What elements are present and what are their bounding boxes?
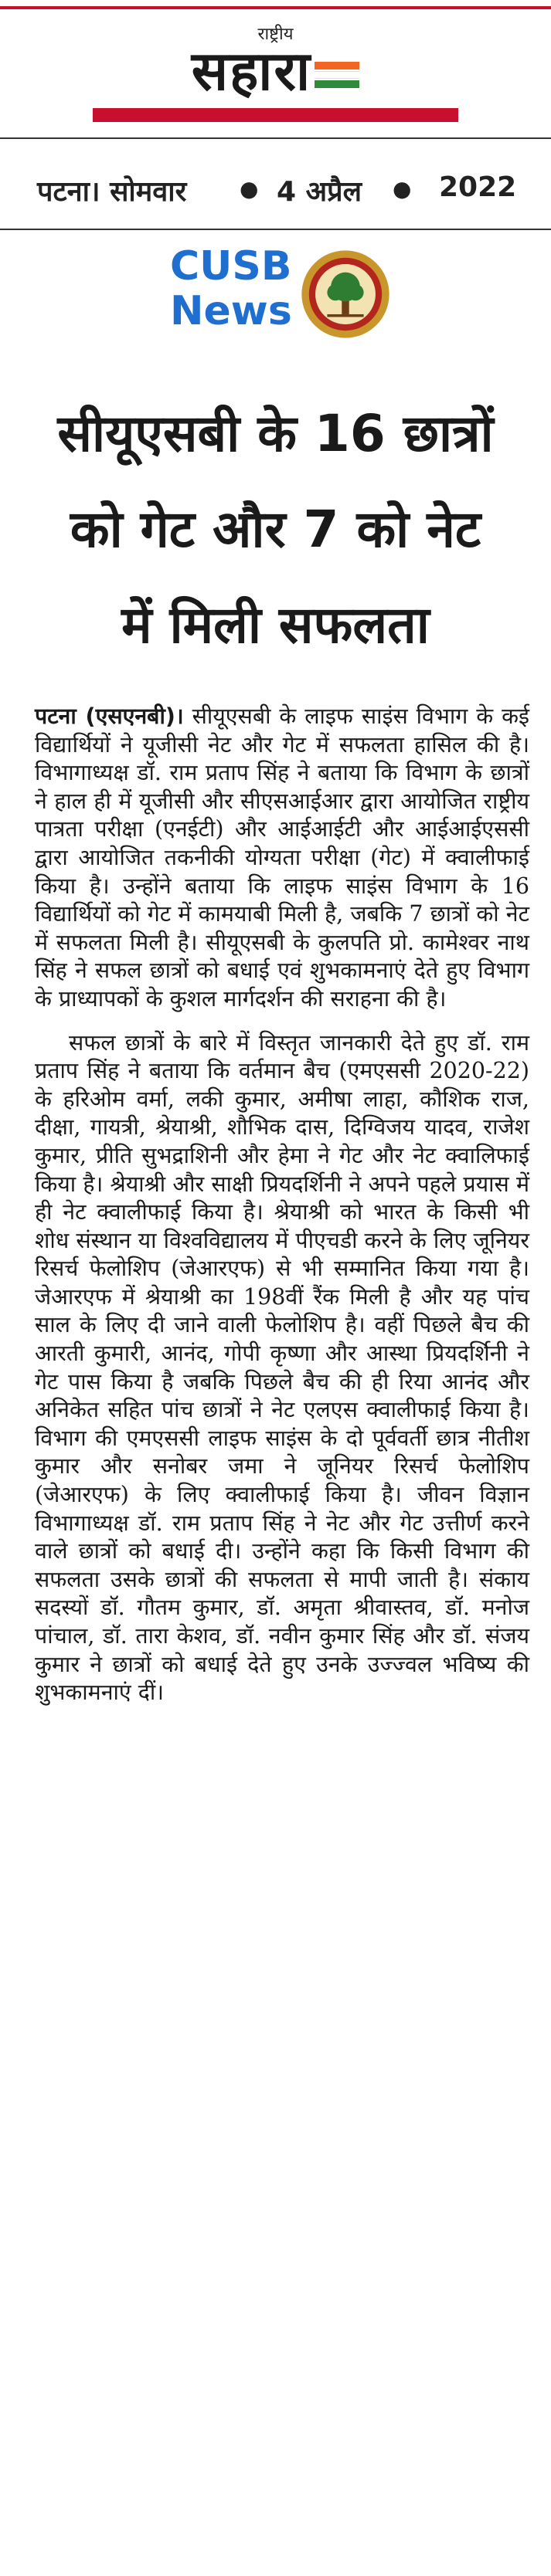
article-paragraph-text: सफल छात्रों के बारे में विस्तृत जानकारी देते हुए डॉ. राम प्रताप सिंह ने बताया कि वर्तमान बैच (एमएससी 2020-22) के हरिओम वर्मा, लकी कुमार, अमीषा लाहा, कौशिक राज, दीक्षा, गायत्री, श्रेयाश्री, शौभिक दास, दिग्विजय यादव, राजेश कुमार, प्रीति सुभद्राशिनी और हेमा ने गेट और नेट क्वालिफाई किया है। श्रेयाश्री और साक्षी प्रियदर्शिनी ने अपने पहले प्रयास में ही नेट क्वालीफाई किया है। श्रेयाश्री को भारत के किसी भी शोध संस्थान या विश्वविद्यालय में पीएचडी करने के लिए जूनियर रिसर्च फेलोशिप (जेआरएफ) से भी सम्मानित किया गया है। जेआरएफ में श्रेयाश्री का 198वीं रैंक मिली है और यह पांच साल के लिए दी जाने वाली फेलोशिप है। वहीं पिछले बैच की आरती कुमारी, आनंद, गोपी कृष्णा और आस्था प्रियदर्शिनी ने गेट पास किया है जबकि पिछले बैच की ही रिया आनंद और अनिकेत सहित पांच छात्रों ने नेट एलएस क्वालीफाई किया है। विभाग की एमएससी लाइफ साइंस के दो पूर्ववर्ती छात्र नीतीश कुमार और सनोबर जमा ने जूनियर रिसर्च फेलोशिप (जेआरएफ) के लिए क्वालीफाई किया है। जीवन विज्ञान विभागाध्यक्ष डॉ. राम प्रताप सिंह ने नेट और गेट उत्तीर्ण करने वाले छात्रों को बधाई दी। उन्होंने कहा कि किसी विभाग की सफलता उसके छात्रों की सफलता से मापी जाती है। संकाय सदस्यों डॉ. गौतम कुमार, डॉ. अमृता श्रीवास्तव, डॉ. मनोज पांचाल, डॉ. तारा केशव, डॉ. नवीन कुमार सिंह और डॉ. संजय कुमार ने छात्रों को बधाई देते हुए उनके उज्ज्वल भविष्य की शुभकामनाएं दीं।	[35, 1029, 529, 1706]
dateline-divider	[0, 229, 551, 230]
masthead-divider	[0, 137, 551, 139]
university-seal-icon	[300, 249, 391, 340]
article-paragraph	[35, 703, 529, 1014]
masthead-top-rule	[0, 6, 551, 9]
newspaper-name: सहारा	[191, 39, 312, 103]
article-body	[35, 703, 529, 1707]
article-paragraph	[35, 1029, 529, 1707]
cusb-news-logo	[170, 244, 402, 360]
dateline-date: 4 अप्रैल	[277, 176, 362, 208]
dateline-place-day: पटना। सोमवार	[37, 176, 187, 208]
headline-line: सीयूएसबी के 16 छात्रों	[57, 404, 494, 463]
dateline-separator: ●	[393, 176, 412, 202]
headline-line: में मिली सफलता	[121, 595, 430, 655]
masthead	[0, 0, 551, 147]
dateline	[0, 171, 551, 210]
article-paragraph-text: सीयूएसबी के लाइफ साइंस विभाग के कई विद्यार्थियों ने यूजीसी नेट और गेट में सफलता हासिल की है। विभागाध्यक्ष डॉ. राम प्रताप सिंह ने बताया कि विभाग के छात्रों ने हाल ही में यूजीसी और सीएसआईआर द्वारा आयोजित राष्ट्रीय पात्रता परीक्षा (एनईटी) और आईआईटी और आईआईएससी द्वारा आयोजित तकनीकी योग्यता परीक्षा (गेट) में क्वालीफाई किया है। उन्होंने बताया कि लाइफ साइंस विभाग के 16 विद्यार्थियों को गेट में कामयाबी मिली है, जबकि 7 छात्रों को नेट में सफलता मिली है। सीयूएसबी के कुलपति प्रो. कामेश्वर नाथ सिंह ने सफल छात्रों को बधाई एवं शुभकामनाएं देते हुए विभाग के प्राध्यापकों के कुशल मार्गदर्शन की सराहना की है।	[35, 703, 529, 1012]
cusb-logo-line2: News	[170, 288, 292, 334]
headline	[15, 386, 536, 673]
tricolor-flag-icon	[315, 62, 359, 88]
cusb-logo-line1: CUSB	[170, 243, 292, 290]
dateline-year: 2022	[439, 171, 517, 203]
article-dateline: पटना (एसएनबी)।	[35, 703, 184, 729]
cusb-news-wordmark	[170, 244, 292, 334]
newspaper-logo	[0, 40, 551, 102]
masthead-red-band	[93, 108, 458, 122]
headline-line: को गेट और 7 को नेट	[70, 500, 481, 559]
masthead-tagline: राष्ट्रीय	[257, 25, 294, 44]
dateline-separator: ●	[240, 176, 259, 202]
